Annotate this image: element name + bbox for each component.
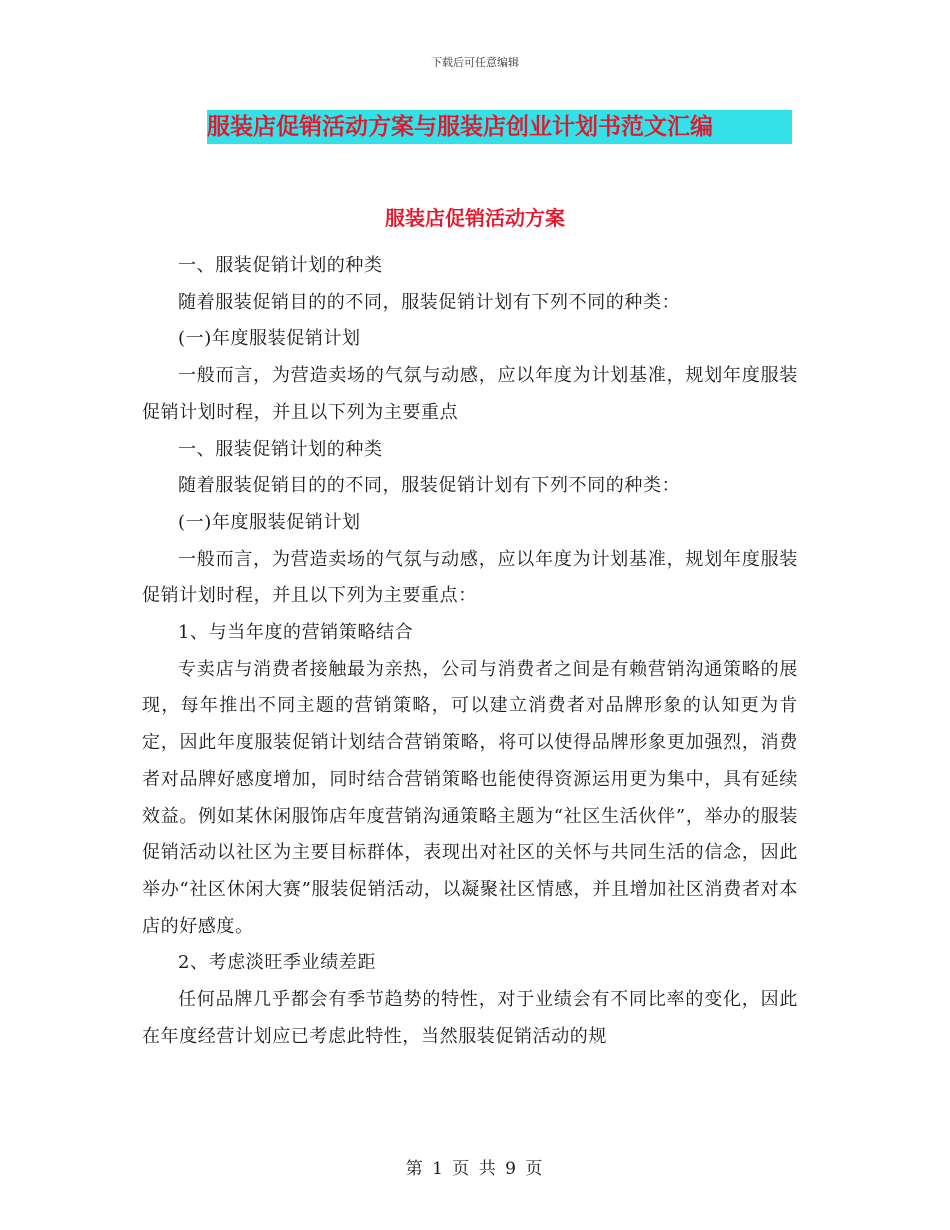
paragraph: 1、与当年度的营销策略结合 xyxy=(178,622,414,644)
page-number-footer: 第 1 页 共 9 页 xyxy=(405,1159,545,1179)
paragraph: (一)年度服装促销计划 xyxy=(178,511,361,533)
paragraph: 一般而言，为营造卖场的气氛与动感，应以年度为计划基准，规划年度服装促销计划时程，并且以下列为主要重点： xyxy=(142,548,798,607)
paragraph: 一、服装促销计划的种类 xyxy=(178,255,383,276)
header-note: 下载后可任意编辑 xyxy=(431,56,519,69)
paragraph: 一般而言，为营造卖场的气氛与动感，应以年度为计划基准，规划年度服装促销计划时程，并且以下列为主要重点 xyxy=(142,365,798,423)
document-title-highlight xyxy=(207,110,792,144)
paragraph: 一、服装促销计划的种类 xyxy=(178,438,383,460)
section-title: 服装店促销活动方案 xyxy=(385,206,565,230)
paragraph: 随着服装促销目的的不同，服装促销计划有下列不同的种类： xyxy=(178,475,681,497)
paragraph: (一)年度服装促销计划 xyxy=(178,328,361,350)
document-body xyxy=(142,248,798,1055)
document-title: 服装店促销活动方案与服装店创业计划书范文汇编 xyxy=(207,113,713,140)
paragraph: 随着服装促销目的的不同，服装促销计划有下列不同的种类： xyxy=(178,291,681,313)
paragraph: 专卖店与消费者接触最为亲热，公司与消费者之间是有赖营销沟通策略的展现，每年推出不同主题的营销策略，可以建立消费者对品牌形象的认知更为肯定，因此年度服装促销计划结合营销策略，将可以使得品牌形象更加强烈，消费者对品牌好感度增加，同时结合营销策略也能使得资源运用更为集中，具有延续效益。例如某休闲服饰店年度营销沟通策略主题为“社区生活伙伴”，举办的服装促销活动以社区为主要目标群体，表现出对社区的关怀与共同生活的信念，因此举办“社区休闲大赛”服装促销活动，以凝聚社区情感，并且增加社区消费者对本店的好感度。 xyxy=(142,658,798,937)
paragraph: 2、考虑淡旺季业绩差距 xyxy=(178,952,377,974)
paragraph: 任何品牌几乎都会有季节趋势的特性，对于业绩会有不同比率的变化，因此在年度经营计划应已考虑此特性，当然服装促销活动的规 xyxy=(142,989,798,1047)
